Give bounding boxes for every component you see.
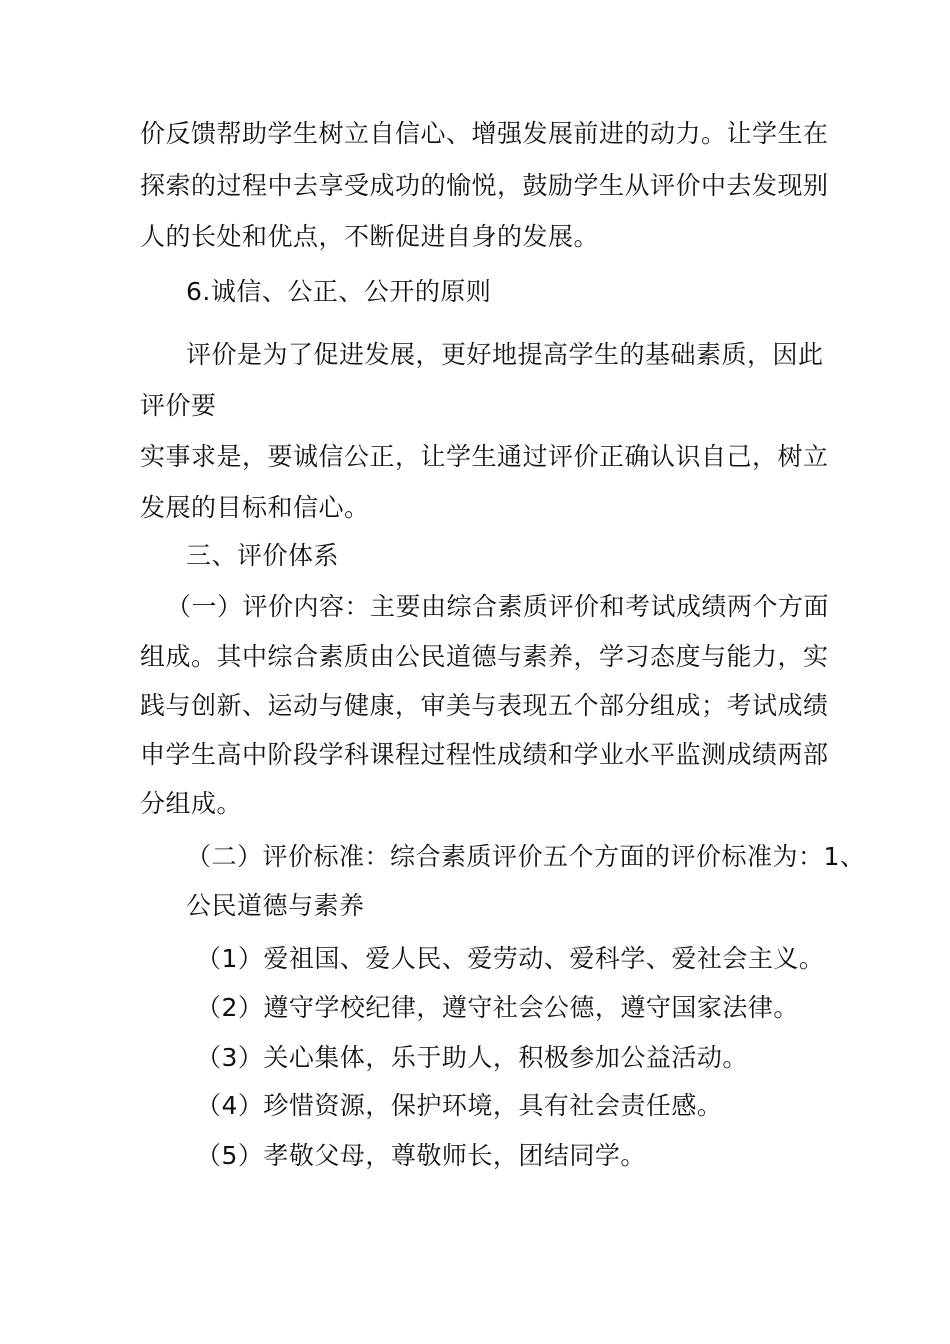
paragraph-line: 发展的目标和信心。	[140, 493, 370, 522]
paragraph-line: （二）评价标准：综合素质评价五个方面的评价标准为：1、	[186, 842, 866, 871]
paragraph-line: 实事求是，要诚信公正，让学生通过评价正确认识自己，树立	[140, 442, 829, 471]
list-item: （3）关心集体，乐于助人，积极参加公益活动。	[196, 1043, 748, 1072]
paragraph-line: 分组成。	[140, 789, 243, 818]
list-item: （2）遵守学校纪律，遵守社会公德，遵守国家法律。	[196, 993, 799, 1022]
paragraph-line: 践与创新、运动与健康，审美与表现五个部分组成；考试成绩	[140, 691, 829, 720]
list-item: （5）孝敬父母，尊敬师长，团结同学。	[196, 1141, 646, 1170]
list-item: （1）爱祖国、爱人民、爱劳动、爱科学、爱社会主义。	[196, 944, 825, 973]
section-heading: 6.诚信、公正、公开的原则	[186, 277, 492, 306]
paragraph-line: 组成。其中综合素质由公民道德与素养，学习态度与能力，实	[140, 642, 829, 671]
list-item: （4）珍惜资源，保护环境，具有社会责任感。	[196, 1091, 723, 1120]
section-heading: 三、评价体系	[186, 541, 340, 570]
paragraph-line: 探索的过程中去享受成功的愉悦，鼓励学生从评价中去发现别	[140, 171, 829, 200]
paragraph-line: （一）评价内容：主要由综合素质评价和考试成绩两个方面	[166, 592, 830, 621]
paragraph-line: 公民道德与素养	[186, 891, 365, 920]
paragraph-line: 评价是为了促进发展，更好地提高学生的基础素质，因此	[186, 340, 824, 369]
paragraph-line: 评价要	[140, 391, 217, 420]
paragraph-line: 人的长处和优点，不断促进自身的发展。	[140, 222, 600, 251]
paragraph-line: 价反馈帮助学生树立自信心、增强发展前进的动力。让学生在	[140, 119, 829, 148]
paragraph-line: 申学生高中阶段学科课程过程性成绩和学业水平监测成绩两部	[140, 740, 829, 769]
